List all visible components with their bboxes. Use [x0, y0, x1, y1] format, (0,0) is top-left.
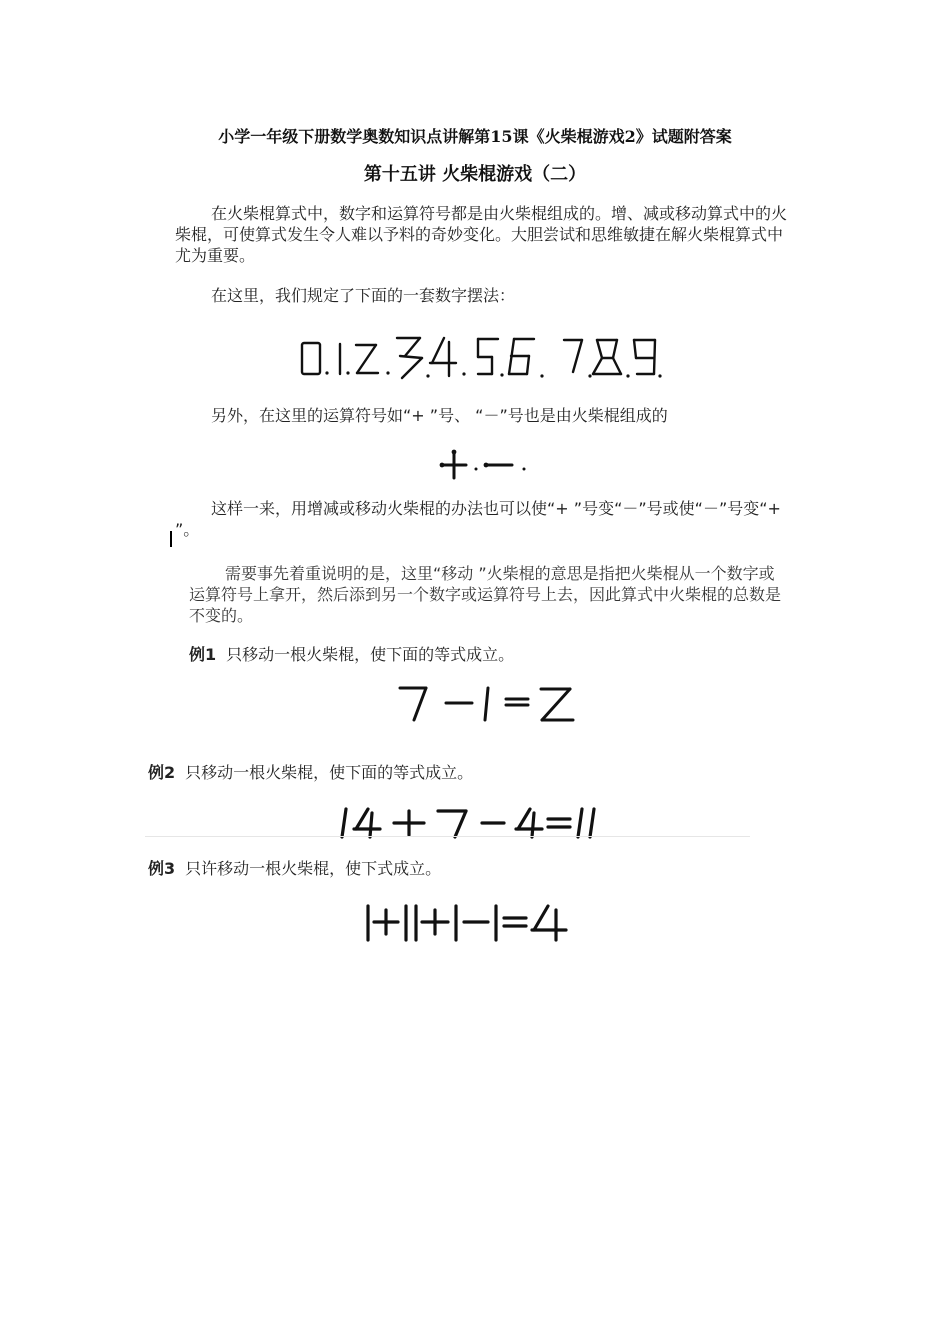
intro-paragraph: 在火柴棍算式中，数字和运算符号都是由火柴棍组成的。增、减或移动算式中的火柴棍，可使算式发生令人难以予料的奇妙变化。大胆尝试和思维敏捷在解火柴棍算式中尤为重要。: [175, 204, 788, 265]
example-1-prompt: [189, 642, 514, 665]
move-note-paragraph: 需要事先着重说明的是，这里“移动 ”火柴棍的意思是指把火柴棍从一个数字或运算符号上拿开，然后添到另一个数字或运算符号上去，因此算式中火柴棍的总数是不变的。: [189, 564, 782, 625]
eq3-digit-4: [532, 906, 566, 940]
digits-rule-paragraph: 在这里，我们规定了下面的一套数字摆法：: [211, 286, 516, 305]
eq2-digit-1: [342, 809, 346, 837]
example-3-text: 只许移动一根火柴棍，使下式成立。: [185, 859, 442, 878]
eq2-digit-11: [578, 809, 594, 837]
matchstick-operators-figure: [436, 448, 536, 484]
eq2-digit-7: [438, 811, 466, 837]
eq3-plus-1: [374, 910, 398, 934]
convert-rule-paragraph: 这样一来，用增减或移动火柴棍的办法也可以使“+ ”号变“－”号或使“－”号变“+ ”。: [175, 499, 781, 539]
scan-separator-line: [145, 836, 750, 837]
eq1-digit-7: [400, 688, 426, 720]
example-3-prompt: [148, 856, 441, 879]
example-2-text: 只移动一根火柴棍，使下面的等式成立。: [185, 763, 474, 782]
eq2-digit-4b: [516, 809, 542, 837]
matchstick-digit-7: [564, 340, 582, 372]
matchstick-digit-2: [356, 345, 378, 373]
matchstick-digit-3: [397, 338, 422, 378]
example-2-prompt: [148, 760, 473, 783]
matchstick-plus-sign: [442, 452, 466, 478]
lecture-title: 第十五讲 火柴棍游戏（二）: [363, 164, 587, 185]
example-2-label: 例2: [148, 763, 176, 782]
text-cursor: [170, 531, 172, 547]
eq2-digit-4: [354, 809, 380, 837]
document-title: 小学一年级下册数学奥数知识点讲解第15课《火柴棍游戏2》试题附答案: [218, 127, 732, 146]
eq3-digit-11: [406, 906, 416, 940]
operators-rule-paragraph: 另外，在这里的运算符号如“+ ”号、 “－”号也是由火柴棍组成的: [211, 406, 668, 425]
example-3-equation: [360, 900, 590, 946]
matchstick-digits-figure: [296, 326, 676, 386]
example-3-label: 例3: [148, 859, 176, 878]
eq1-digit-2: [541, 689, 573, 720]
example-1-text: 只移动一根火柴棍，使下面的等式成立。: [226, 645, 515, 664]
example-1-label: 例1: [189, 645, 217, 664]
matchstick-digit-5: [478, 339, 498, 374]
matchstick-digit-9: [634, 340, 655, 374]
eq2-plus: [394, 811, 424, 835]
eq1-digit-1: [485, 688, 488, 720]
eq2-equals: [548, 819, 570, 827]
example-1-equation: [396, 682, 582, 726]
matchstick-digit-0: [302, 343, 320, 374]
matchstick-digit-4: [430, 338, 456, 376]
matchstick-digit-8: [593, 340, 621, 374]
eq1-equals: [506, 699, 528, 705]
example-2-equation: [334, 803, 604, 843]
eq3-equals: [504, 918, 526, 926]
matchstick-digit-6: [509, 339, 534, 374]
eq3-plus-2: [422, 910, 448, 934]
